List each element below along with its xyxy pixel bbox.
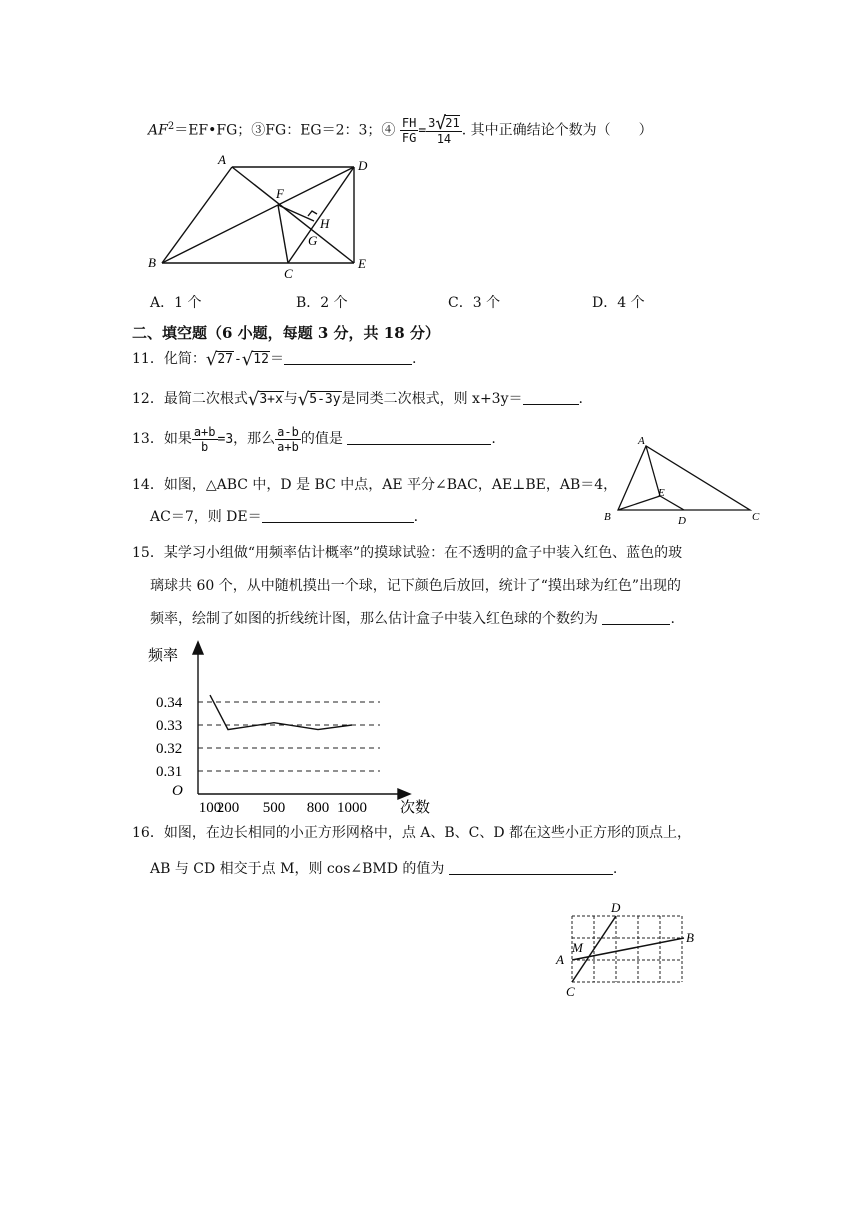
q10-result-fraction: $\frac{3√21}{14}$ <box>428 112 460 146</box>
x-tick-label: 200 <box>216 800 240 816</box>
series-line-0 <box>210 695 352 730</box>
q11-eq: ＝ <box>269 351 284 367</box>
q14-figure <box>598 434 766 526</box>
q10-figure <box>140 150 380 280</box>
q14-line2 <box>150 506 418 526</box>
q12-rad2: 5-3y <box>309 392 341 407</box>
label-e: E <box>658 487 665 499</box>
label-a: A <box>638 435 645 447</box>
q13-prefix: 13．如果 <box>132 431 192 447</box>
x-tick-label: 100 <box>198 800 222 816</box>
q15-line2: 璃球共 60 个，从中随机摸出一个球，记下颜色后放回，统计了“摸出球为红色”出现的 <box>150 578 682 594</box>
label-b: B <box>686 930 694 945</box>
q16-line2 <box>150 858 617 878</box>
line-dc <box>288 167 354 263</box>
x-tick-label: 1000 <box>337 800 367 816</box>
q13-frac2: $\frac{a-b}{a+b}$ <box>277 424 299 454</box>
label-b: B <box>148 255 156 270</box>
q13-suffix: 的值是 <box>300 431 348 447</box>
q16-answer-blank[interactable] <box>449 860 613 875</box>
label-c: C <box>752 511 760 523</box>
q10-af: AF <box>148 122 168 139</box>
x-tick-label: 500 <box>262 800 286 816</box>
q10-option-a[interactable]: A．1 个 <box>150 295 202 311</box>
q16-grid-figure <box>554 898 704 1002</box>
q13-mid: ，那么 <box>233 431 276 447</box>
q10-fraction: $\frac{FH}{FG}$ <box>401 116 417 146</box>
q11-prefix: 11．化简： <box>132 351 206 367</box>
origin-label: O <box>172 783 183 799</box>
label-b: B <box>604 511 611 523</box>
y-tick-label: 0.33 <box>156 718 183 734</box>
x-axis-arrow <box>398 789 410 799</box>
q11: 11．化简：√27-√12＝ . <box>132 349 417 370</box>
label-a: A <box>218 152 226 167</box>
q11-rad2: 12 <box>253 352 269 367</box>
q11-answer-blank[interactable] <box>284 350 412 365</box>
line-fh <box>278 205 314 221</box>
q12-rad1: 3+x <box>259 392 283 407</box>
q13-answer-blank[interactable] <box>347 430 491 445</box>
q10-conclusions: ＝EF•FG；③FG：EG＝2：3；④ <box>174 122 396 139</box>
q16-line1: 16．如图，在边长相同的小正方形网格中，点 A、B、C、D 都在这些小正方形的顶点上， <box>132 825 692 841</box>
q13 <box>132 424 496 455</box>
q11-end: . <box>411 351 417 367</box>
label-h: H <box>320 216 330 231</box>
line-be <box>618 496 660 510</box>
line-fc <box>278 205 288 263</box>
q10-sup: 2 <box>167 121 175 132</box>
right-angle-h <box>308 211 317 216</box>
q10-continuation <box>148 112 653 148</box>
y-axis-arrow <box>193 642 203 654</box>
q12-suffix: 是同类二次根式，则 x+3y＝ <box>341 391 523 407</box>
q10-option-b[interactable]: B．2 个 <box>296 295 348 311</box>
q12: 12．最简二次根式√3+x与√5-3y是同类二次根式，则 x+3y＝ . <box>132 389 583 410</box>
q14-line1: 14．如图，△ABC 中，D 是 BC 中点，AE 平分∠BAC，AE⊥BE，AB＝4， <box>132 477 618 493</box>
label-m: M <box>572 940 583 955</box>
q12-answer-blank[interactable] <box>523 390 579 405</box>
q11-minus: - <box>233 352 242 367</box>
label-d: D <box>611 900 621 915</box>
q16-end: . <box>612 861 618 877</box>
q15-end: . <box>670 611 675 627</box>
frequency-line-chart <box>146 640 446 816</box>
label-c: C <box>566 984 575 999</box>
label-f: F <box>276 186 284 201</box>
line-ab <box>162 167 232 263</box>
q15-answer-blank[interactable] <box>602 610 670 625</box>
q15-line3-text: 频率，绘制了如图的折线统计图，那么估计盒子中装入红色球的个数约为 <box>150 611 603 627</box>
q10-eq: = <box>418 123 427 139</box>
q12-prefix: 12．最简二次根式 <box>132 391 248 407</box>
line-ae <box>232 167 354 263</box>
q13-eq: =3 <box>217 432 234 447</box>
label-d: D <box>358 158 368 173</box>
q15-line1: 15．某学习小组做“用频率估计概率”的摸球试验：在不透明的盒子中装入红色、蓝色的玻 <box>132 545 683 561</box>
q12-end: . <box>578 391 583 407</box>
label-e: E <box>358 256 366 271</box>
q14-line2-text: AC＝7，则 DE＝ <box>150 509 262 525</box>
q11-rad1: 27 <box>217 352 233 367</box>
section2-heading: 二、填空题（6 小题，每题 3 分，共 18 分） <box>132 324 440 342</box>
label-a: A <box>556 952 564 967</box>
q15-line3 <box>150 608 675 628</box>
q10-question-end: . 其中正确结论个数为（ ） <box>461 122 653 139</box>
y-tick-label: 0.34 <box>156 695 183 711</box>
q13-end: . <box>491 431 496 447</box>
q10-option-d[interactable]: D．4 个 <box>592 295 645 311</box>
q12-mid: 与 <box>283 391 298 407</box>
line-bd <box>162 167 354 263</box>
label-g: G <box>308 233 318 248</box>
q13-frac1: $\frac{a+b}{b}$ <box>193 424 216 454</box>
y-tick-label: 0.31 <box>156 764 183 780</box>
q14-end: . <box>413 509 419 525</box>
y-axis-label: 频率 <box>148 648 179 664</box>
label-d: D <box>678 515 686 526</box>
x-axis-label: 次数 <box>400 800 431 816</box>
y-tick-label: 0.32 <box>156 741 183 757</box>
q14-answer-blank[interactable] <box>262 508 414 523</box>
q16-line2-text: AB 与 CD 相交于点 M，则 cos∠BMD 的值为 <box>150 861 449 877</box>
label-c: C <box>284 266 293 280</box>
x-tick-label: 800 <box>306 800 330 816</box>
q10-option-c[interactable]: C．3 个 <box>448 295 501 311</box>
triangle-abc <box>618 446 750 510</box>
